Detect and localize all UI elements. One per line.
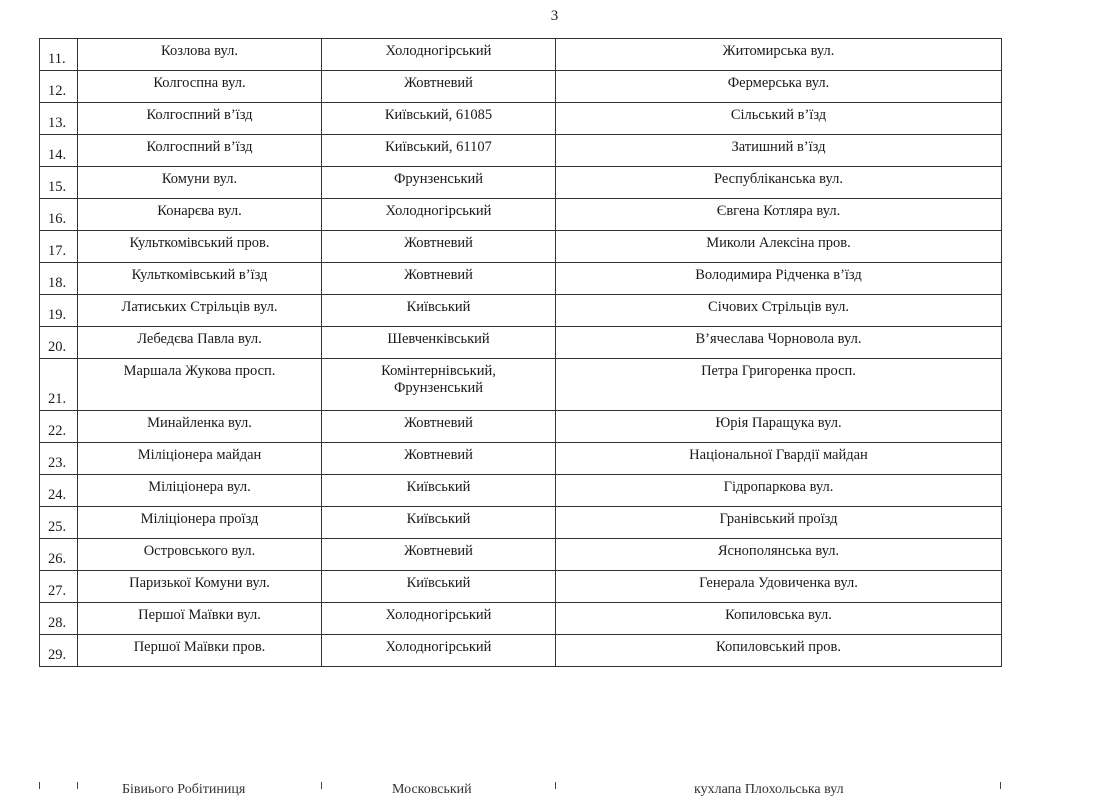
table-row [40,603,1002,635]
new-street-name: Сільський в’їзд [556,103,1002,135]
old-street-name: Минайленка вул. [78,411,322,443]
table-border-line [39,782,40,789]
row-number: 26. [40,539,78,571]
street-rename-table [39,38,1002,667]
old-street-name: Паризької Комуни вул. [78,571,322,603]
district: Фрунзенський [322,167,556,199]
old-street-name: Козлова вул. [78,39,322,71]
page-number: 3 [550,8,559,24]
table-row [40,295,1002,327]
old-street-name: Колгоспний в’їзд [78,103,322,135]
old-street-name: Комуни вул. [78,167,322,199]
row-number: 19. [40,295,78,327]
table-row [40,39,1002,71]
row-number: 14. [40,135,78,167]
row-number: 29. [40,635,78,667]
new-street-name: Генерала Удовиченка вул. [556,571,1002,603]
district: Жовтневий [322,263,556,295]
table-row [40,571,1002,603]
row-number: 11. [40,39,78,71]
old-street-name: Культкомівський пров. [78,231,322,263]
row-number: 13. [40,103,78,135]
new-street-name: В’ячеслава Чорновола вул. [556,327,1002,359]
old-street-name: Першої Маївки пров. [78,635,322,667]
table-row [40,231,1002,263]
table-row [40,507,1002,539]
table-row [40,135,1002,167]
new-street-name: Житомирська вул. [556,39,1002,71]
district: Холодногірський [322,39,556,71]
row-number: 15. [40,167,78,199]
row-number: 21. [40,359,78,411]
district: Шевченківський [322,327,556,359]
cutoff-district: Московський [392,782,472,797]
row-number: 12. [40,71,78,103]
district: Київський, 61085 [322,103,556,135]
district: Київський [322,571,556,603]
table-border-line [321,782,322,789]
district-line: Комінтернівський, [381,363,496,379]
old-street-name: Лебедєва Павла вул. [78,327,322,359]
table-row [40,475,1002,507]
district [322,359,556,411]
row-number: 25. [40,507,78,539]
row-number: 18. [40,263,78,295]
new-street-name: Яснополянська вул. [556,539,1002,571]
old-street-name: Першої Маївки вул. [78,603,322,635]
table-row [40,263,1002,295]
table-row [40,103,1002,135]
cutoff-new-street-name: кухлапа Плохольська вул [694,782,844,797]
district: Жовтневий [322,539,556,571]
district: Київський [322,507,556,539]
table-row [40,327,1002,359]
old-street-name: Колгоспна вул. [78,71,322,103]
old-street-name: Міліціонера проїзд [78,507,322,539]
district: Київський, 61107 [322,135,556,167]
row-number: 23. [40,443,78,475]
new-street-name: Гідропаркова вул. [556,475,1002,507]
table-row [40,359,1002,411]
table-row [40,199,1002,231]
district: Київський [322,475,556,507]
new-street-name: Копиловська вул. [556,603,1002,635]
new-street-name: Володимира Рідченка в’їзд [556,263,1002,295]
old-street-name: Конарєва вул. [78,199,322,231]
old-street-name: Маршала Жукова просп. [78,359,322,411]
district-line: Фрунзенський [393,380,484,396]
cutoff-old-street-name: Бівиього Робітиниця [122,782,246,797]
district: Жовтневий [322,443,556,475]
new-street-name: Юрія Паращука вул. [556,411,1002,443]
row-number: 22. [40,411,78,443]
row-number: 24. [40,475,78,507]
new-street-name: Гранівський проїзд [556,507,1002,539]
table-row [40,443,1002,475]
new-street-name: Республіканська вул. [556,167,1002,199]
district: Жовтневий [322,71,556,103]
row-number: 20. [40,327,78,359]
old-street-name: Колгоспний в’їзд [78,135,322,167]
old-street-name: Міліціонера майдан [78,443,322,475]
old-street-name: Культкомівський в’їзд [78,263,322,295]
old-street-name: Латиських Стрільців вул. [78,295,322,327]
district: Жовтневий [322,231,556,263]
row-number: 27. [40,571,78,603]
table-row [40,539,1002,571]
district: Холодногірський [322,635,556,667]
new-street-name: Миколи Алексіна пров. [556,231,1002,263]
new-street-name: Січових Стрільців вул. [556,295,1002,327]
district: Холодногірський [322,199,556,231]
district: Київський [322,295,556,327]
row-number: 17. [40,231,78,263]
row-number: 28. [40,603,78,635]
new-street-name: Затишний в’їзд [556,135,1002,167]
new-street-name: Євгена Котляра вул. [556,199,1002,231]
district: Холодногірський [322,603,556,635]
row-number: 16. [40,199,78,231]
table-row [40,167,1002,199]
new-street-name: Копиловський пров. [556,635,1002,667]
old-street-name: Міліціонера вул. [78,475,322,507]
district: Жовтневий [322,411,556,443]
table-row [40,411,1002,443]
new-street-name: Національної Гвардії майдан [556,443,1002,475]
table-row [40,635,1002,667]
table-border-line [555,782,556,789]
new-street-name: Петра Григоренка просп. [556,359,1002,411]
table-border-line [77,782,78,789]
table-row [40,71,1002,103]
new-street-name: Фермерська вул. [556,71,1002,103]
old-street-name: Островського вул. [78,539,322,571]
table-border-line [1000,782,1001,789]
next-page-cutoff-row [0,776,1109,797]
